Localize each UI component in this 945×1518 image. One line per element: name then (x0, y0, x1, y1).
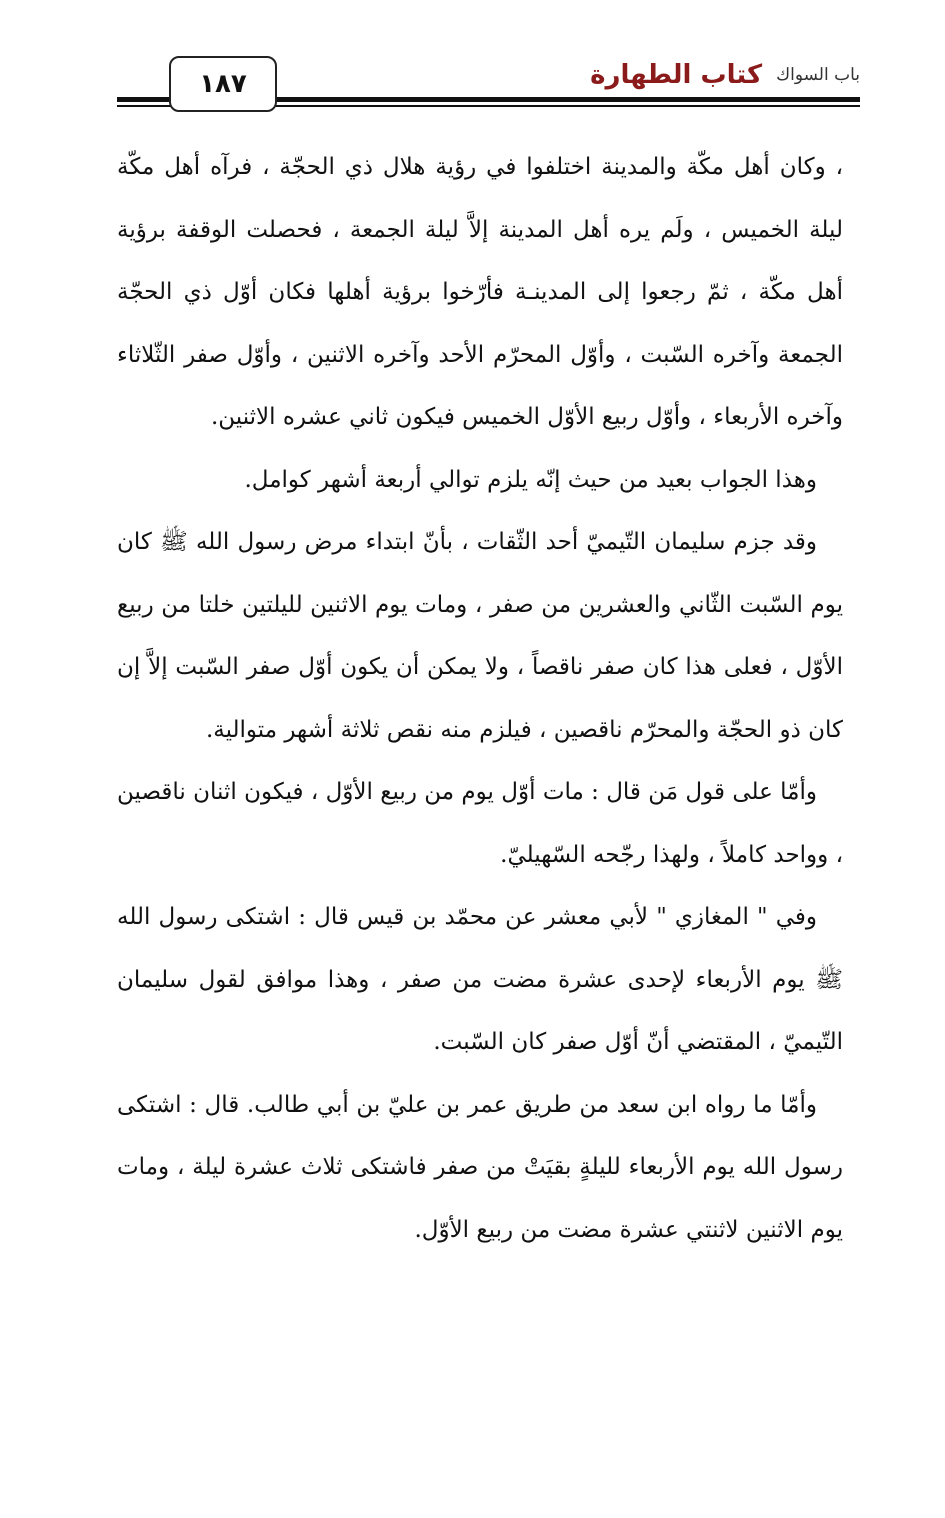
page-body (117, 136, 843, 1261)
page-number: ١٨٧ (169, 56, 277, 112)
paragraph-4: وأمّا على قول مَن قال : مات أوّل يوم من ربيع الأوّل ، فيكون اثنان ناقصين ، وواحد كاملاً ، ولهذا رجّحه السّهيليّ. (117, 779, 843, 868)
paragraph-5: وفي " المغازي " لأبي معشر عن محمّد بن قيس قال : اشتكى رسول الله ﷺ يوم الأربعاء لإحدى عشرة مضت من صفر ، وهذا موافق لقول سليمان التّيميّ ، المقتضي أنّ أوّل صفر كان السّبت. (117, 904, 843, 1055)
paragraph-3: وقد جزم سليمان التّيميّ أحد الثّقات ، بأنّ ابتداء مرض رسول الله ﷺ كان يوم السّبت الثّاني والعشرين من صفر ، ومات يوم الاثنين لليلتين خلتا من ربيع الأوّل ، فعلى هذا كان صفر ناقصاً ، ولا يمكن أن يكون أوّل صفر السّبت إلاَّ إن كان ذو الحجّة والمحرّم ناقصين ، فيلزم منه نقص ثلاثة أشهر متوالية. (117, 529, 843, 743)
book-title: كتاب الطهارة (590, 60, 763, 90)
page-header (117, 56, 860, 112)
header-titles (590, 58, 860, 92)
paragraph-2: وهذا الجواب بعيد من حيث إنّه يلزم توالي أربعة أشهر كوامل. (244, 466, 817, 493)
chapter-title: باب السواك (776, 65, 860, 85)
paragraph-1: ، وكان أهل مكّة والمدينة اختلفوا في رؤية هلال ذي الحجّة ، فرآه أهل مكّة ليلة الخميس ، ولَم يره أهل المدينة إلاَّ ليلة الجمعة ، فحصلت الوقفة برؤية أهل مكّة ، ثمّ رجعوا إلى المدينـة فأرّخوا برؤية أهلها فكان أوّل ذي الحجّة الجمعة وآخره السّبت ، وأوّل المحرّم الأحد وآخره الاثنين ، وأوّل صفر الثّلاثاء وآخره الأربعاء ، وأوّل ربيع الأوّل الخميس فيكون ثاني عشره الاثنين. (117, 154, 843, 430)
paragraph-6: وأمّا ما رواه ابن سعد من طريق عمر بن عليّ بن أبي طالب. قال : اشتكى رسول الله يوم الأربعاء لليلةٍ بقيَتْ من صفر فاشتكى ثلاث عشرة ليلة ، ومات يوم الاثنين لاثنتي عشرة مضت من ربيع الأوّل. (117, 1091, 843, 1243)
